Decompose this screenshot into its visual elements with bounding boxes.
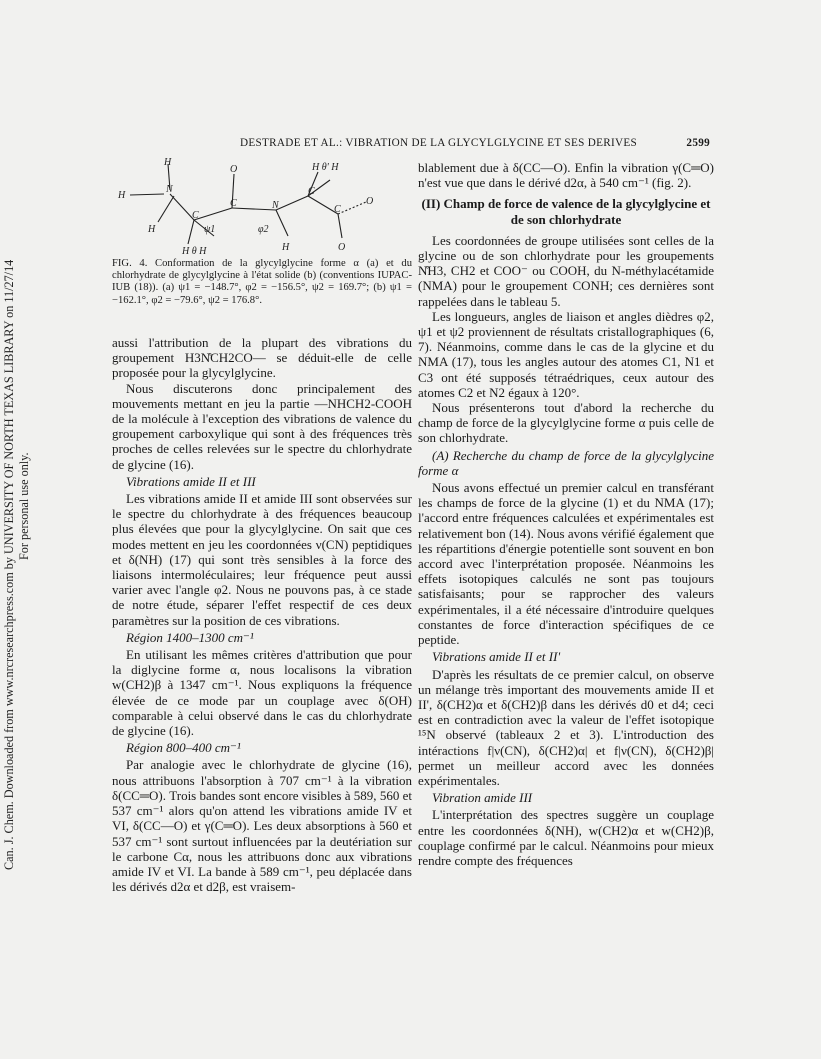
atom-label-c4: C: [334, 204, 341, 215]
subsection-heading: Région 800–400 cm⁻¹: [126, 740, 241, 756]
subsection-heading: Vibrations amide II et III: [126, 473, 256, 489]
atom-label-c3: C: [308, 186, 315, 197]
molecule-figure: [112, 158, 412, 256]
angle-label-phi2: φ2: [258, 224, 269, 235]
atom-label-h4: H: [148, 224, 156, 235]
paragraph: Nous discuterons donc principalement des mouvements mettant en jeu la partie —NHCH2-COOH de la molécule à l'exception des vibrations de valence du groupement carboxylique qui sont à des fréquences très proches de celles relevées sur le spectre du chlorhydrate de glycine (16).: [112, 380, 412, 472]
subsection-heading: (A) Recherche du champ de force de la glycylglycine forme α: [418, 447, 714, 478]
left-column: [112, 335, 412, 894]
paragraph: Par analogie avec le chlorhydrate de glycine (16), nous attribuons l'absorption à 707 cm⁻¹ à la vibration δ(CC═O). Trois bandes sont encore visibles à 589, 560 et 537 cm⁻¹ alors qu'on attend les vibrations amide IV et VI, δ(CC—O) et γ(C═O). Les deux absorptions à 560 et 537 cm⁻¹ sont surtout influencées par la deutériation sur le carbone Cα, nous les attribuons donc aux vibrations amide IV et VI. La bande à 589 cm⁻¹, peu déplacée dans les dérivés d2α et d2β, est vraisem-: [112, 757, 412, 895]
paragraph: blablement due à δ(CC—O). Enfin la vibration γ(C═O) n'est vue que dans le dérivé d2α, à 540 cm⁻¹ (fig. 2).: [418, 160, 714, 191]
right-column: [418, 160, 714, 868]
atom-label-theta: H θ H: [182, 246, 207, 256]
paragraph: Nous présenterons tout d'abord la recherche du champ de force de la glycylglycine forme α puis celle de son chlorhydrate.: [418, 400, 714, 446]
atom-label-o1: O: [230, 164, 238, 175]
running-title: DESTRADE ET AL.: VIBRATION DE LA GLYCYLGLYCINE ET SES DERIVES: [240, 137, 638, 149]
atom-label-c2: C: [230, 198, 237, 209]
subsection-heading: Région 1400–1300 cm⁻¹: [126, 629, 254, 645]
download-notice: Can. J. Chem. Downloaded from www.nrcresearchpress.com by UNIVERSITY OF NORTH TEXAS LIBRARY on 11/27/14: [2, 259, 16, 870]
figure-caption: FIG. 4. Conformation de la glycylglycine forme α (a) et du chlorhydrate de glycylglycine à l'état solide (b) (conventions IUPAC-IUB (18)). (a) ψ1 = −148.7°, φ2 = −156.5°, ψ2 = 169.7°; (b) ψ1 = −162.1°, φ2 = −79.6°, ψ2 = 176.8°.: [112, 258, 412, 306]
atom-label-c1: C: [192, 210, 199, 221]
molecule-diagram: [112, 158, 412, 256]
subsection-heading: Vibration amide III: [432, 790, 533, 806]
personal-use-notice: For personal use only.: [17, 452, 31, 560]
paragraph: D'après les résultats de ce premier calcul, on observe un mélange très important des mouvements amide II et II', δ(CH2)α et δ(CH2)β dans les dérivés d0 et d4; ceci est en contradiction avec la valeur de l'effet isotopique ¹⁵N observé (tableaux 2 et 3). L'introduction des intéractions f|ν(CN), δ(CH2)α| et f|ν(CN), δ(CH2)β| permet un meilleur accord avec les données expérimentales.: [418, 666, 714, 788]
paragraph: Les vibrations amide II et amide III sont observées sur le spectre du chlorhydrate à des fréquences beaucoup plus élevées que pour la glycylglycine. On sait que ces modes mettent en jeu les coordonnées ν(CN) peptidiques et δ(NH) (17) qui sont très sensibles à la force des liaisons intermoléculaires; leur fréquence peut aussi varier avec l'angle φ2. Nous ne pouvons pas, à ce stade de notre étude, séparer l'effet respectif de ces deux paramètres sur la position de ces vibrations.: [112, 491, 412, 628]
atom-label-n1: N: [166, 184, 173, 195]
angle-label-psi1: ψ1: [204, 224, 216, 235]
atom-label-h5: H: [282, 242, 290, 253]
paragraph: Nous avons effectué un premier calcul en transférant les champs de force de la glycine (1) et du NMA (17); l'accord entre fréquences calculées et expérimentales est relativement bon (14). Nous avons vérifié également que les répartitions d'énergie potentielle sont souvent en bon accord avec l'interprétation proposée. Néanmoins les effets isotopiques calculés ne sont pas toujours satisfaisants; pour se rapprocher des valeurs expérimentales, il a été nécessaire d'introduire quelques constantes de force d'interaction spécifiques de ce peptide.: [418, 480, 715, 648]
subsection-heading: Vibrations amide II et II': [432, 649, 561, 665]
paragraph: Les coordonnées de groupe utilisées sont celles de la glycine ou de son chlorhydrate pour les groupements N̊H3, CH2 et COO⁻ ou COOH, du N-méthylacétamide (NMA) pour le groupement CONH; ces dernières sont rappelées dans le tableau 5.: [418, 232, 714, 309]
atom-label-o2: O: [366, 196, 374, 207]
section-heading: (II) Champ de force de valence de la glycylglycine et de son chlorhydrate: [421, 196, 711, 227]
atom-label-o3: O: [338, 242, 346, 253]
atom-label-h2: H: [118, 190, 126, 201]
paragraph: En utilisant les mêmes critères d'attribution que pour la diglycine forme α, nous localisons la vibration w(CH2)β à 1347 cm⁻¹. Nous expliquons la fréquence élevée de ce mode par un couplage avec δ(OH) comparable à celui observé dans le cas du chlorhydrate de glycine (16).: [112, 647, 412, 739]
paragraph: Les longueurs, angles de liaison et angles dièdres φ2, ψ1 et ψ2 proviennent de résultats cristallographiques (6, 7). Néanmoins, comme dans le cas de la glycine et du NMA (17), tous les angles autour des atomes C1, N1 et C3 ont été supposés tétraédriques, ceux autour des atomes C2 et N2 égaux à 120°.: [418, 308, 714, 400]
atom-label-h1: H: [164, 158, 172, 168]
page-number: 2599: [686, 137, 710, 149]
paragraph: L'interprétation des spectres suggère un couplage entre les coordonnées δ(NH), w(CH2)α et w(CH2)β, couplage confirmé par le calcul. Néanmoins pour mieux rendre compte des fréquences: [418, 807, 714, 868]
atom-label-h3: H θ' H: [312, 162, 339, 173]
atom-label-n2: N: [272, 200, 279, 211]
paragraph: aussi l'attribution de la plupart des vibrations du groupement H3N̊CH2CO— se déduit-elle de celle proposée pour la glycylglycine.: [112, 335, 412, 381]
